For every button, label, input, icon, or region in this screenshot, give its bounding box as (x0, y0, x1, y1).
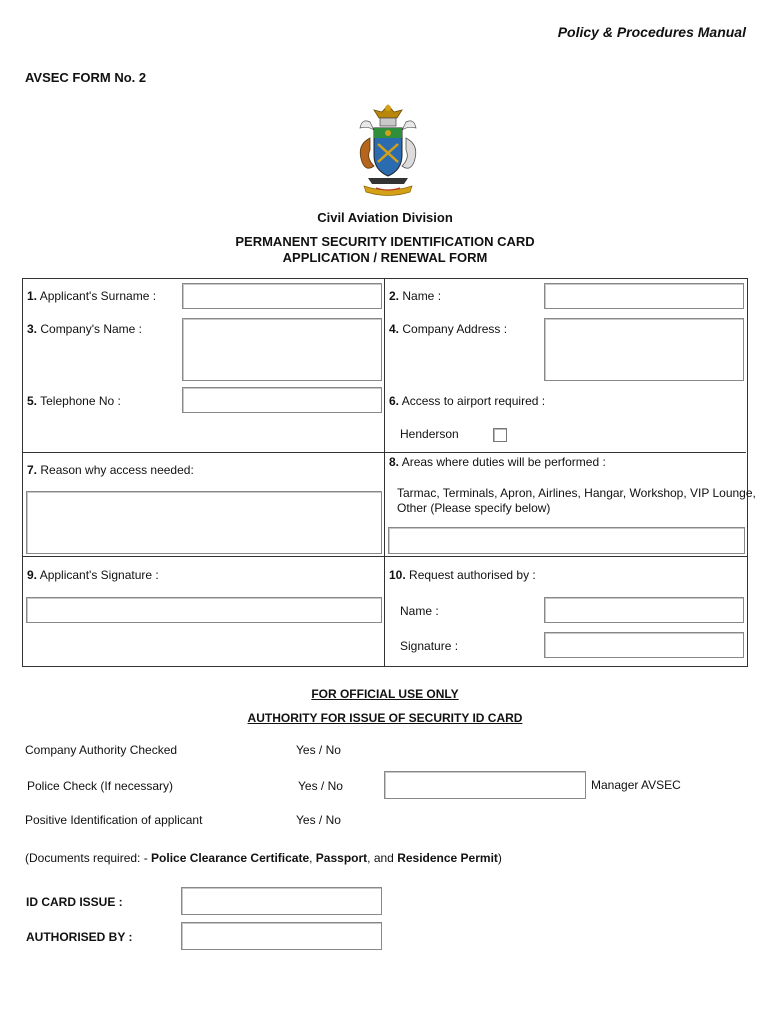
access-label: 6. Access to airport required : (389, 394, 546, 408)
police-check-label: Police Check (If necessary) (27, 779, 174, 793)
coat-of-arms-icon (348, 100, 428, 200)
divider-full-2 (22, 556, 747, 557)
surname-input[interactable] (182, 283, 382, 309)
positive-id-value: Yes / No (296, 813, 341, 827)
divider-left-1 (22, 452, 384, 453)
authorised-by-official-label: AUTHORISED BY : (26, 930, 133, 944)
police-check-value: Yes / No (298, 779, 343, 793)
authoriser-signature-input[interactable] (544, 632, 744, 658)
areas-description-line2: Other (Please specify below) (397, 501, 551, 515)
applicant-signature-input[interactable] (26, 597, 382, 623)
id-card-issue-label: ID CARD ISSUE : (26, 895, 123, 909)
positive-id-label: Positive Identification of applicant (25, 813, 203, 827)
authoriser-name-input[interactable] (544, 597, 744, 623)
company-name-label: 3. Company's Name : (27, 322, 143, 336)
column-divider (384, 278, 385, 666)
documents-required-note: (Documents required: - Police Clearance Certificate, Passport, and Residence Permit) (25, 851, 502, 865)
authority-heading: AUTHORITY FOR ISSUE OF SECURITY ID CARD (247, 711, 523, 725)
areas-input[interactable] (388, 527, 745, 554)
name-input[interactable] (544, 283, 744, 309)
telephone-input[interactable] (182, 387, 382, 413)
company-address-input[interactable] (544, 318, 744, 381)
reason-label: 7. Reason why access needed: (27, 463, 194, 477)
henderson-label: Henderson (400, 427, 459, 441)
form-title-line1: PERMANENT SECURITY IDENTIFICATION CARD (235, 234, 535, 249)
henderson-checkbox[interactable] (493, 428, 507, 442)
divider-right-1 (384, 452, 746, 453)
telephone-label: 5. Telephone No : (27, 394, 121, 408)
manager-avsec-label: Manager AVSEC (591, 778, 681, 792)
company-address-label: 4. Company Address : (389, 322, 508, 336)
id-card-issue-input[interactable] (181, 887, 382, 915)
authoriser-signature-label: Signature : (400, 639, 459, 653)
division-title: Civil Aviation Division (317, 210, 453, 225)
company-authority-value: Yes / No (296, 743, 341, 757)
reason-input[interactable] (26, 491, 382, 554)
form-title-line2: APPLICATION / RENEWAL FORM (282, 250, 488, 265)
authoriser-name-label: Name : (400, 604, 439, 618)
form-number: AVSEC FORM No. 2 (25, 70, 147, 85)
surname-label: 1. Applicant's Surname : (27, 289, 157, 303)
areas-description-line1: Tarmac, Terminals, Apron, Airlines, Hangar, Workshop, VIP Lounge, (397, 486, 756, 500)
authorised-by-label: 10. Request authorised by : (389, 568, 536, 582)
company-name-input[interactable] (182, 318, 382, 381)
manager-signature-input[interactable] (384, 771, 586, 799)
company-authority-label: Company Authority Checked (25, 743, 178, 757)
manual-title: Policy & Procedures Manual (557, 24, 746, 40)
official-use-heading: FOR OFFICIAL USE ONLY (311, 687, 459, 701)
name-label: 2. Name : (389, 289, 442, 303)
areas-label: 8. Areas where duties will be performed : (389, 455, 606, 469)
applicant-signature-label: 9. Applicant's Signature : (27, 568, 159, 582)
authorised-by-input[interactable] (181, 922, 382, 950)
